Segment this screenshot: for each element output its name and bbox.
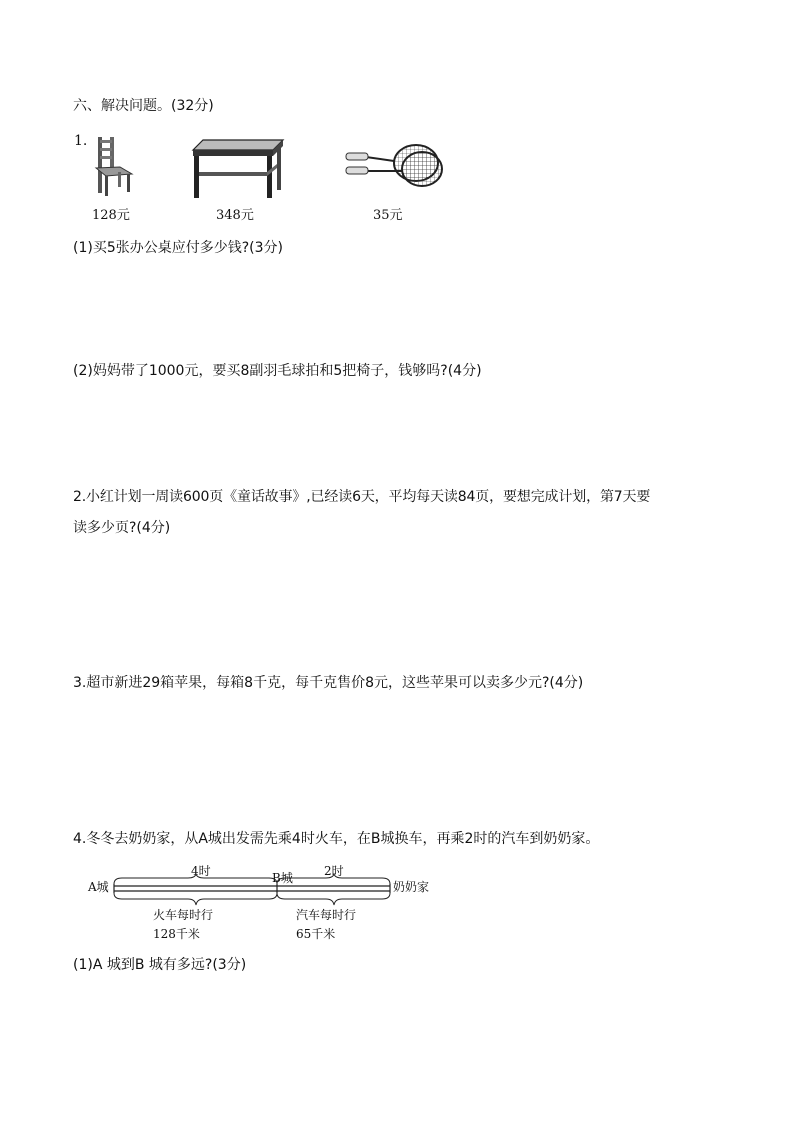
chair-price: 128元 [92,208,130,223]
section-title: 六、解决问题。(32分) [73,98,214,114]
question-1-number: 1. [74,133,88,149]
diagram-time-bus: 2时 [324,864,344,878]
diagram-label-a-city: A城 [88,880,109,894]
question-4: 4.冬冬去奶奶家，从A城出发需先乘4时火车，在B城换车，再乘2时的汽车到奶奶家。 [73,831,600,847]
racket-price: 35元 [373,208,403,223]
desk-icon [191,138,285,200]
diagram-speed-bus-line-2: 65千米 [296,927,336,941]
question-2-line-1: 2.小红计划一周读600页《童话故事》,已经读6天，平均每天读84页，要想完成计划，第7天要 [73,489,651,505]
diagram-label-b-city: B城 [272,871,293,885]
question-3: 3.超市新进29箱苹果，每箱8千克，每千克售价8元，这些苹果可以卖多少元?(4分) [73,675,584,691]
desk-price: 348元 [216,208,254,223]
diagram-speed-bus-line-1: 汽车每时行 [296,908,357,922]
diagram-label-grandma-home: 奶奶家 [393,880,430,894]
question-2-line-2: 读多少页?(4分) [73,520,171,536]
badminton-rackets-icon [342,141,442,191]
diagram-speed-train-line-1: 火车每时行 [153,908,214,922]
question-1-sub-1: (1)买5张办公桌应付多少钱?(3分) [73,240,283,256]
diagram-speed-train-line-2: 128千米 [153,927,200,941]
route-diagram [110,874,395,908]
question-1-sub-2: (2)妈妈带了1000元，要买8副羽毛球拍和5把椅子，钱够吗?(4分) [73,363,482,379]
question-4-sub-1: (1)A 城到B 城有多远?(3分) [73,957,247,973]
diagram-time-train: 4时 [191,864,211,878]
chair-icon [88,134,138,198]
